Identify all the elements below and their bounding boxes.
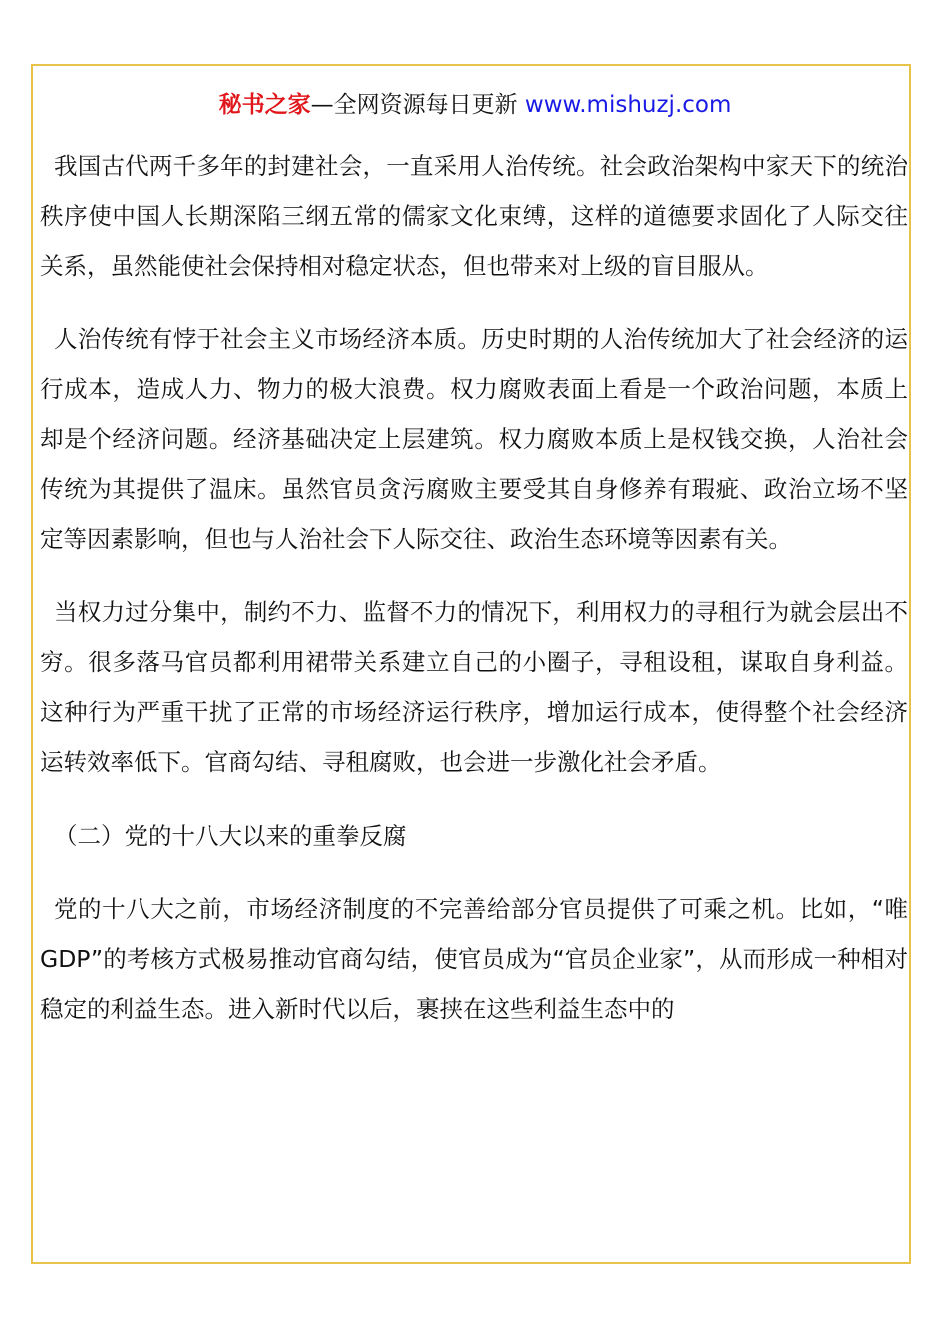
paragraph-3: 当权力过分集中，制约不力、监督不力的情况下，利用权力的寻租行为就会层出不穷。很多落马官员都利用裙带关系建立自己的小圈子，寻租设租，谋取自身利益。这种行为严重干扰了正常的市场经济运行秩序，增加运行成本，使得整个社会经济运转效率低下。官商勾结、寻租腐败，也会进一步激化社会矛盾。 — [40, 598, 908, 776]
section-heading: （二）党的十八大以来的重拳反腐 — [54, 821, 407, 850]
header-tagline: —全网资源每日更新 — [310, 92, 518, 118]
site-url-link[interactable]: www.mishuzj.com — [524, 92, 732, 118]
paragraph-4: 党的十八大之前，市场经济制度的不完善给部分官员提供了可乘之机。比如，“唯GDP”的考核方式极易推动官商勾结，使官员成为“官员企业家”，从而形成一种相对稳定的利益生态。进入新时代以后，裹挟在这些利益生态中的 — [40, 895, 908, 1023]
brand-name: 秘书之家 — [218, 92, 311, 118]
paragraph-1: 我国古代两千多年的封建社会，一直采用人治传统。社会政治架构中家天下的统治秩序使中国人长期深陷三纲五常的儒家文化束缚，这样的道德要求固化了人际交往关系，虽然能使社会保持相对稳定状态，但也带来对上级的盲目服从。 — [40, 152, 908, 280]
paragraph-2: 人治传统有悖于社会主义市场经济本质。历史时期的人治传统加大了社会经济的运行成本，造成人力、物力的极大浪费。权力腐败表面上看是一个政治问题，本质上却是个经济问题。经济基础决定上层建筑。权力腐败本质上是权钱交换，人治社会传统为其提供了温床。虽然官员贪污腐败主要受其自身修养有瑕疵、政治立场不坚定等因素影响，但也与人治社会下人际交往、政治生态环境等因素有关。 — [40, 325, 908, 553]
document-body — [40, 142, 908, 1035]
site-header — [0, 88, 950, 122]
